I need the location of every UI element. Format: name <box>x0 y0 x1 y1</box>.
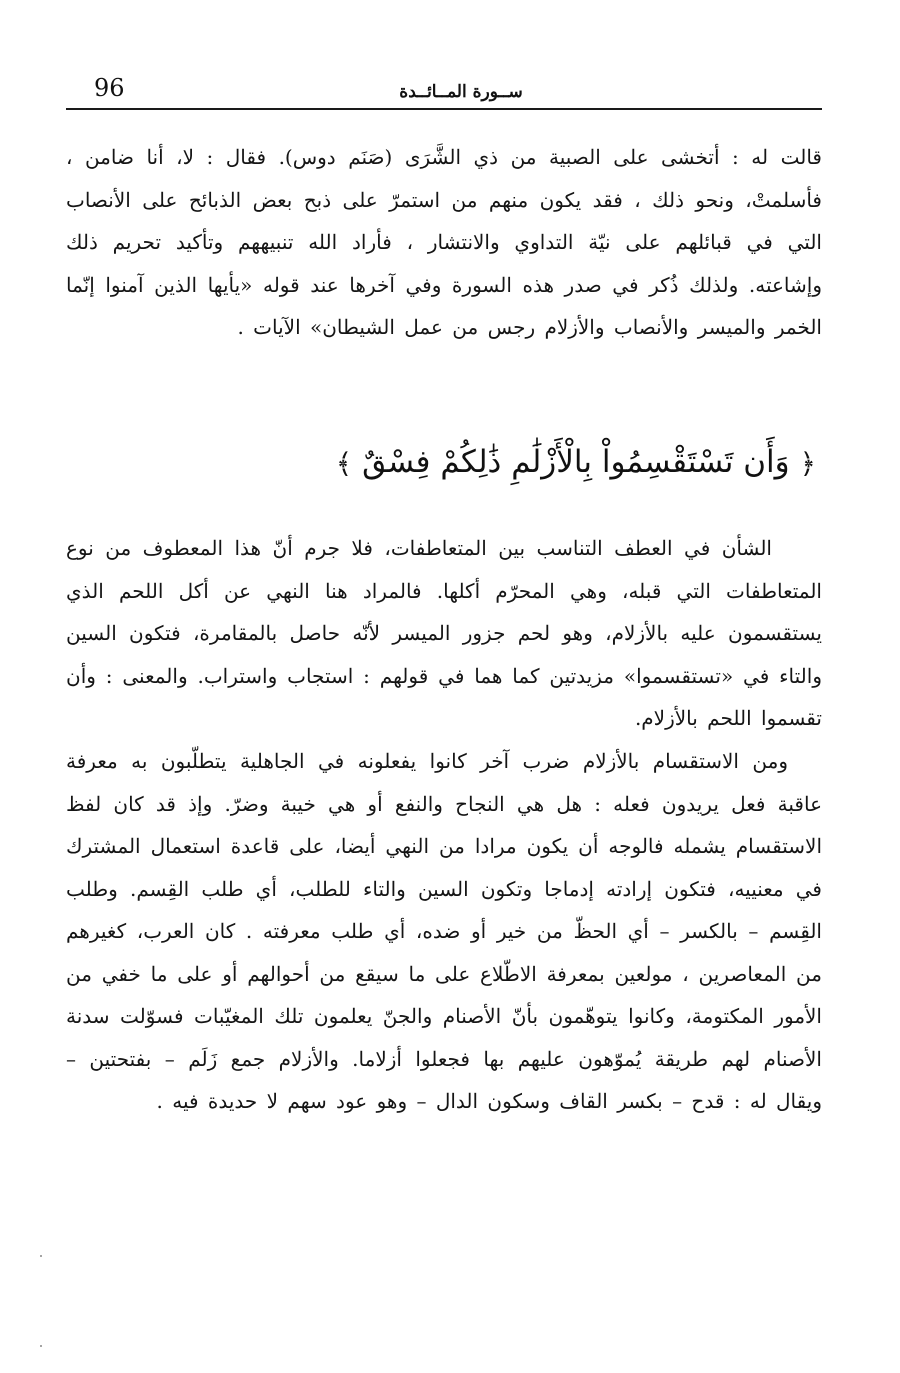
body-paragraph-2 <box>66 527 822 740</box>
scan-speck <box>40 1255 42 1257</box>
paragraph-text: قالت له : أتخشى على الصبية من ذي الشَّرَى (صَنَم دوس). فقال : لا، أنا ضامن ، فأسلمتْ، ونحو ذلك ، فقد يكون منهم من استمرّ على ذبح بعض الذبائح على الأنصاب التي في قبائلهم على نيّة التداوي والانتشار ، فأراد الله تنبيههم وتأكيد تحريم ذلك وإشاعته. ولذلك ذُكر في صدر هذه السورة وفي آخرها عند قوله «يأيها الذين آمنوا إنّما الخمر والميسر والأنصاب والأزلام رجس من عمل الشيطان» الآيات . <box>66 145 822 339</box>
running-title: ســورة المــائــدة <box>399 82 523 102</box>
scan-speck <box>40 1345 42 1347</box>
quran-verse <box>260 432 826 492</box>
paragraph-text: الشأن في العطف التناسب بين المتعاطفات، فلا جرم أنّ هذا المعطوف من نوع المتعاطفات التي قبله، وهي المحرّم أكلها. فالمراد هنا النهي عن أكل اللحم الذي يستقسمون عليه بالأزلام، وهو لحم جزور الميسر لأنّه حاصل بالمقامرة، فتكون السين والتاء في «تستقسموا» مزيدتين كما هما في قولهم : استجاب واستراب. والمعنى : وأن تقسموا اللحم بالأزلام. <box>66 536 822 730</box>
verse-close-bracket: ﴾ <box>335 446 353 480</box>
paragraph-text: ومن الاستقسام بالأزلام ضرب آخر كانوا يفعلونه في الجاهلية يتطلّبون به معرفة عاقبة فعل يريدون فعله : هل هي النجاح والنفع أو هي خيبة وضرّ. وإذ قد كان لفظ الاستقسام يشمله فالوجه أن يكون مرادا من النهي أيضا، على قاعدة استعمال المشترك في معنييه، فتكون إرادته إدماجا وتكون السين والتاء للطلب، أي طلب القِسم. وطلب القِسم – بالكسر – أي الحظّ من خير أو ضده، أي طلب معرفته . كان العرب، كغيرهم من المعاصرين ، مولعين بمعرفة الاطّلاع على ما سيقع من أحوالهم أو على ما خفي من الأمور المكتومة، وكانوا يتوهّمون بأنّ الأصنام والجنّ يعلمون تلك المغيّبات فسوّلت سدنة الأصنام لهم طريقة يُموّهون عليهم بها فجعلوا أزلاما. والأزلام جمع زَلَم – بفتحتين – ويقال له : قدح – بكسر القاف وسكون الدال – وهو عود سهم لا حديدة فيه . <box>66 749 822 1113</box>
verse-text: وَأَن تَسْتَقْسِمُواْ بِالْأَزْلَٰمِ ذَٰلِكُمْ فِسْقٌ <box>362 444 790 480</box>
page-header <box>66 72 821 106</box>
body-paragraph-3 <box>66 740 822 1123</box>
verse-open-bracket: ﴿ <box>799 446 816 480</box>
page-number: 96 <box>94 74 125 102</box>
body-paragraph-1 <box>66 136 822 349</box>
header-rule <box>66 108 822 110</box>
